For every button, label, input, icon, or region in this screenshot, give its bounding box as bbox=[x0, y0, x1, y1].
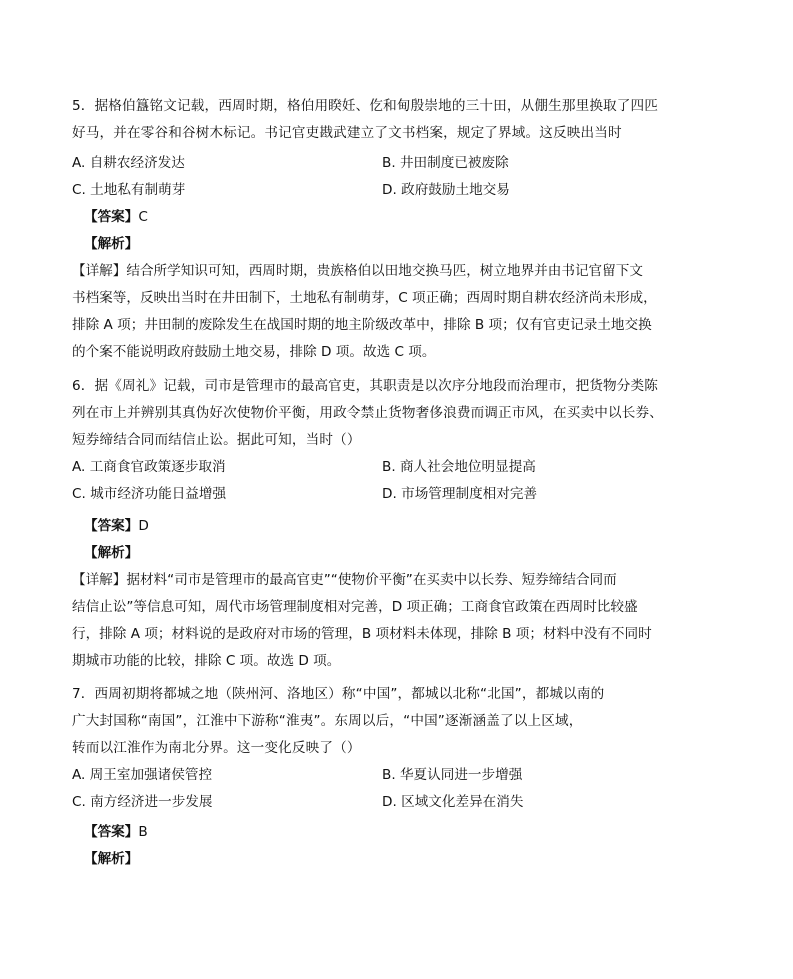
q5-analysis-label: 【解析】 bbox=[84, 236, 139, 252]
q7-answer-value: B bbox=[138, 824, 148, 840]
q5-detail-line-3: 排除 A 项；井田制的废除发生在战国时期的地主阶级改革中，排除 B 项；仅有官吏记录土地交换 bbox=[72, 317, 652, 333]
q6-detail-line-3: 行，排除 A 项；材料说的是政府对市场的管理，B 项材料未体现，排除 B 项；材料中没有不同时 bbox=[72, 626, 652, 642]
q6-stem-line-1: 6．据《周礼》记载，司市是管理市的最高官吏，其职责是以次序分地段而治理市，把货物分类陈 bbox=[72, 378, 659, 394]
q6-option-c: C. 城市经济功能日益增强 bbox=[72, 486, 227, 502]
q7-stem-line-1: 7．西周初期将都城之地（陕州河、洛地区）称“中国”，都城以北称“北国”，都城以南的 bbox=[72, 686, 605, 702]
q5-detail-line-2: 书档案等，反映出当时在井田制下，土地私有制萌芽，C 项正确；西周时期自耕农经济尚未形成， bbox=[72, 290, 657, 306]
q6-option-a: A. 工商食官政策逐步取消 bbox=[72, 459, 226, 475]
q6-analysis-label: 【解析】 bbox=[84, 545, 139, 561]
q6-option-b: B. 商人社会地位明显提高 bbox=[382, 459, 536, 475]
q5-option-b: B. 井田制度已被废除 bbox=[382, 155, 509, 171]
q5-stem-line-2: 好马，并在零谷和谷树木标记。书记官吏戡武建立了文书档案，规定了界域。这反映出当时 bbox=[72, 125, 622, 141]
q6-answer-value: D bbox=[138, 518, 149, 534]
q6-stem-line-2: 列在市上并辨别其真伪好次使物价平衡，用政令禁止货物奢侈浪费而调正市风，在买卖中以长券、 bbox=[72, 405, 663, 421]
q6-detail-line-1: 【详解】据材料“司市是管理市的最高官吏”“使物价平衡”在买卖中以长券、短券缔结合同而 bbox=[72, 572, 617, 588]
q7-answer-label: 【答案】 bbox=[84, 824, 139, 840]
q5-answer-label: 【答案】 bbox=[84, 209, 139, 225]
q6-detail-line-4: 期城市功能的比较，排除 C 项。故选 D 项。 bbox=[72, 653, 341, 669]
q7-stem-line-3: 转而以江淮作为南北分界。这一变化反映了（） bbox=[72, 740, 361, 756]
q5-answer-value: C bbox=[138, 209, 148, 225]
q6-answer bbox=[84, 516, 149, 536]
q7-stem-line-2: 广大封国称“南国”，江淮中下游称“淮夷”。东周以后，“中国”逐渐涵盖了以上区域， bbox=[72, 713, 583, 729]
q6-detail bbox=[72, 567, 672, 675]
q7-analysis-label: 【解析】 bbox=[84, 851, 139, 867]
q6-detail-line-2: 结信止讼”等信息可知，周代市场管理制度相对完善，D 项正确；工商食官政策在西周时比较盛 bbox=[72, 599, 638, 615]
q7-option-c: C. 南方经济进一步发展 bbox=[72, 794, 213, 810]
q7-answer bbox=[84, 822, 148, 842]
q5-stem-line-1: 5．据格伯簋铭文记载，西周时期，格伯用睽妊、仡和甸殷崇地的三十田，从倗生那里换取了四匹 bbox=[72, 98, 659, 114]
q7-option-a: A. 周王室加强诸侯管控 bbox=[72, 767, 213, 783]
q5-option-a: A. 自耕农经济发达 bbox=[72, 155, 185, 171]
q6-answer-label: 【答案】 bbox=[84, 518, 139, 534]
q5-option-d: D. 政府鼓励土地交易 bbox=[382, 182, 510, 198]
q5-detail bbox=[72, 258, 672, 366]
q5-detail-line-4: 的个案不能说明政府鼓励土地交易，排除 D 项。故选 C 项。 bbox=[72, 344, 436, 360]
q5-answer bbox=[84, 207, 148, 227]
q7-option-b: B. 华夏认同进一步增强 bbox=[382, 767, 523, 783]
q7-option-d: D. 区域文化差异在消失 bbox=[382, 794, 524, 810]
q6-option-d: D. 市场管理制度相对完善 bbox=[382, 486, 538, 502]
q5-detail-line-1: 【详解】结合所学知识可知，西周时期，贵族格伯以田地交换马匹，树立地界并由书记官留下文 bbox=[72, 263, 643, 279]
q6-stem-line-3: 短券缔结合同而结信止讼。据此可知，当时（） bbox=[72, 432, 361, 448]
q5-option-c: C. 土地私有制萌芽 bbox=[72, 182, 186, 198]
